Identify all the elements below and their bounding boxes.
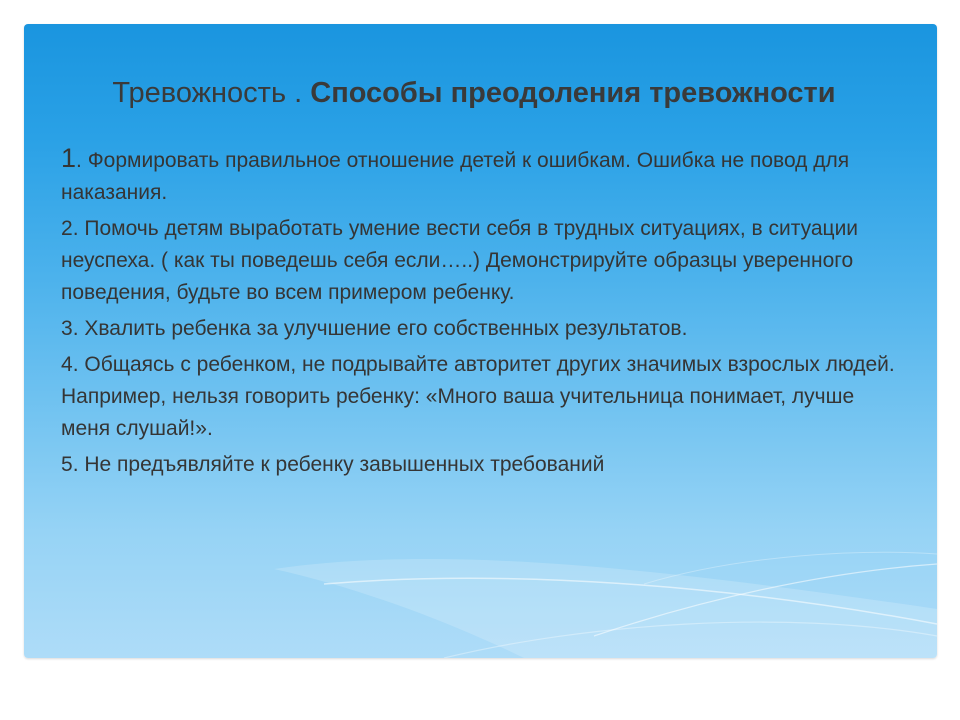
list-item [61, 313, 901, 345]
item-number: 3 [61, 317, 73, 340]
item-number: 1 [61, 143, 77, 173]
slide [24, 24, 937, 658]
item-number: 2 [61, 217, 73, 240]
item-number: 4 [61, 353, 73, 376]
item-number: 5 [61, 453, 73, 476]
item-text: . Формировать правильное отношение детей к ошибкам. Ошибка не повод для наказания. [61, 149, 850, 204]
item-text: . Общаясь с ребенком, не подрывайте авторитет других значимых взрослых людей. Например, нельзя говорить ребенку: «Много ваша учительница понимает, лучше меня слушай!». [61, 353, 895, 440]
item-text: . Помочь детям выработать умение вести себя в трудных ситуациях, в ситуации неуспеха. ( как ты поведешь себя если…..) Демонстрируйте образцы уверенного поведения, будьте во всем примером ребенку. [61, 217, 859, 304]
item-text: . Хвалить ребенка за улучшение его собственных результатов. [72, 317, 688, 340]
slide-content [61, 142, 901, 485]
list-item [61, 213, 901, 309]
list-item [61, 449, 901, 481]
title-topic: Тревожность . [112, 77, 311, 109]
list-item [61, 349, 901, 445]
slide-title [64, 72, 884, 114]
item-text: . Не предъявляйте к ребенку завышенных требований [72, 453, 605, 476]
title-heading: Способы преодоления тревожности [310, 77, 836, 109]
list-item [61, 142, 901, 209]
